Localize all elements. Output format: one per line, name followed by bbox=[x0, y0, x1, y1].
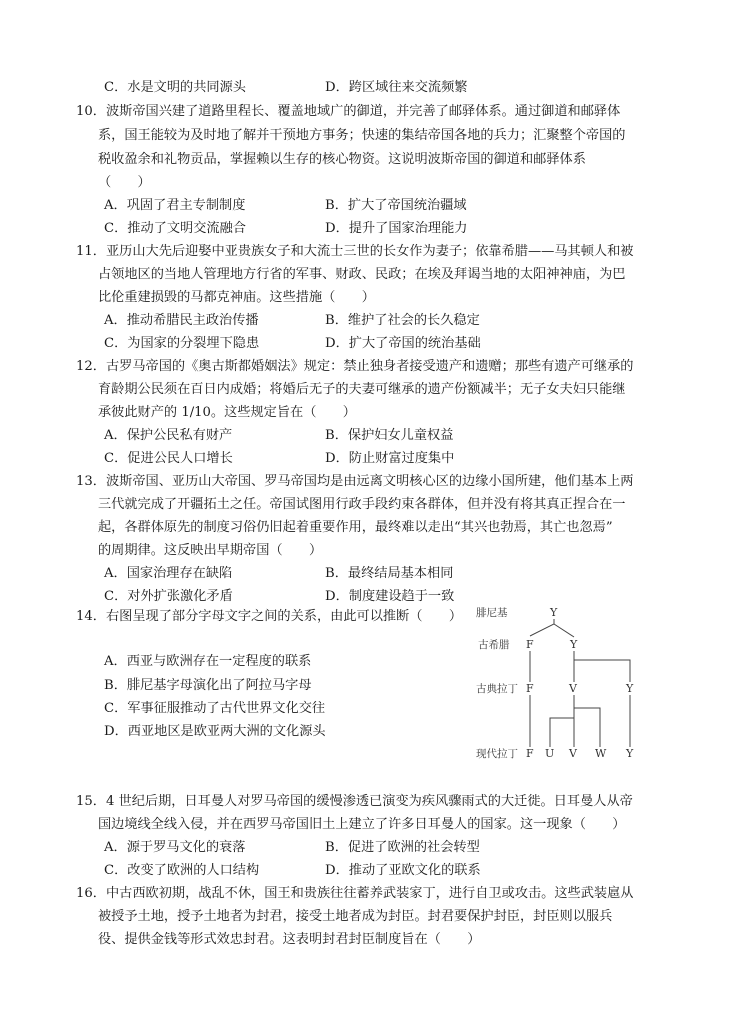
q10-stem-line-2: 系，国王能较为及时地了解并干预地方事务；快速的集结帝国各地的兵力；汇聚整个帝国的 bbox=[98, 128, 626, 143]
q13-stem-line-1: 13．波斯帝国、亚历山大帝国、罗马帝国均是由远离文明核心区的边缘小国所建，他们基本上两 bbox=[76, 474, 634, 489]
q9-option-c[interactable]: C．水是文明的共同源头 bbox=[104, 80, 246, 95]
q9-option-d[interactable]: D．跨区域往来交流频繁 bbox=[325, 80, 468, 95]
q15-option-c[interactable]: C．改变了欧洲的人口结构 bbox=[104, 863, 260, 878]
label-phoenician: 腓尼基 bbox=[476, 607, 508, 619]
letter-greek-y: Y bbox=[570, 638, 578, 651]
label-modern-latin: 现代拉丁 bbox=[476, 748, 518, 760]
letter-classical-y: Y bbox=[626, 682, 634, 695]
q15-option-d[interactable]: D．推动了亚欧文化的联系 bbox=[325, 863, 481, 878]
q14-option-d[interactable]: D．西亚地区是欧亚两大洲的文化源头 bbox=[104, 724, 326, 739]
q11-option-a[interactable]: A．推动希腊民主政治传播 bbox=[104, 313, 259, 328]
q10-option-c[interactable]: C．推动了文明交流融合 bbox=[104, 221, 246, 236]
label-classical-latin: 古典拉丁 bbox=[476, 683, 518, 695]
q10-option-b[interactable]: B．扩大了帝国统治疆域 bbox=[325, 198, 467, 213]
alphabet-relationship-figure bbox=[474, 604, 649, 762]
q10-answer-bracket: （ ） bbox=[98, 175, 151, 190]
q12-option-d[interactable]: D．防止财富过度集中 bbox=[325, 451, 455, 466]
q10-option-a[interactable]: A．巩固了君主专制制度 bbox=[104, 198, 246, 213]
label-ancient-greek: 古希腊 bbox=[478, 639, 510, 651]
q10-option-d[interactable]: D．提升了国家治理能力 bbox=[325, 221, 468, 236]
letter-modern-y: Y bbox=[626, 747, 634, 760]
letter-modern-f: F bbox=[526, 747, 534, 760]
q12-stem-line-2: 育龄期公民须在百日内成婚；将婚后无子的夫妻可继承的遗产份额减半；无子女夫妇只能继 bbox=[98, 382, 626, 397]
q11-stem-line-3: 比伦重建损毁的马都克神庙。这些措施（ ） bbox=[98, 290, 375, 305]
q13-stem-line-2: 三代就完成了开疆拓土之任。帝国试图用行政手段约束各群体，但并没有将其真正捏合在一 bbox=[98, 497, 626, 512]
q12-option-b[interactable]: B．保护妇女儿童权益 bbox=[325, 428, 454, 443]
q11-stem-line-1: 11．亚历山大先后迎娶中亚贵族女子和大流士三世的长女作为妻子；依靠希腊——马其顿人和被 bbox=[76, 244, 634, 259]
q13-stem-line-3: 起，各群体原先的制度习俗仍旧起着重要作用，最终难以走出“其兴也勃焉，其亡也忽焉” bbox=[98, 520, 613, 535]
q15-stem-line-2: 国边境线全线入侵，并在西罗马帝国旧土上建立了许多日耳曼人的国家。这一现象（ ） bbox=[98, 817, 626, 832]
q11-option-b[interactable]: B．维护了社会的长久稳定 bbox=[325, 313, 480, 328]
q14-option-c[interactable]: C．军事征服推动了古代世界文化交往 bbox=[104, 701, 326, 716]
q13-option-b[interactable]: B．最终结局基本相同 bbox=[325, 566, 454, 581]
q15-stem-line-1: 15．4 世纪后期，日耳曼人对罗马帝国的缓慢渗透已演变为疾风骤雨式的大迁徙。日耳曼人从帝 bbox=[76, 794, 633, 809]
q14-option-a[interactable]: A．西亚与欧洲存在一定程度的联系 bbox=[104, 654, 312, 669]
tree-connectors bbox=[530, 619, 630, 747]
q12-option-a[interactable]: A．保护公民私有财产 bbox=[104, 428, 233, 443]
q13-stem-line-4: 的周期律。这反映出早期帝国（ ） bbox=[98, 543, 323, 558]
q14-stem: 14．右图呈现了部分字母文字之间的关系，由此可以推断（ ） bbox=[76, 609, 463, 624]
q11-option-d[interactable]: D．扩大了帝国的统治基础 bbox=[325, 336, 481, 351]
q12-option-c[interactable]: C．促进公民人口增长 bbox=[104, 451, 233, 466]
letter-modern-w: W bbox=[595, 747, 607, 760]
q10-stem-line-1: 10．波斯帝国兴建了道路里程长、覆盖地域广的御道，并完善了邮驿体系。通过御道和邮驿体 bbox=[76, 104, 621, 119]
q15-option-a[interactable]: A．源于罗马文化的衰落 bbox=[104, 840, 246, 855]
q16-stem-line-1: 16．中古西欧初期，战乱不休，国王和贵族往往蓄养武装家丁，进行自卫或攻击。这些武装扈从 bbox=[76, 886, 634, 901]
q14-option-b[interactable]: B．腓尼基字母演化出了阿拉马字母 bbox=[104, 678, 312, 693]
q10-stem-line-3: 税收盈余和礼物贡品，掌握赖以生存的核心物资。这说明波斯帝国的御道和邮驿体系 bbox=[98, 152, 586, 167]
q13-option-c[interactable]: C．对外扩张激化矛盾 bbox=[104, 589, 233, 604]
q12-stem-line-1: 12．古罗马帝国的《奥古斯都婚姻法》规定：禁止独身者接受遗产和遗赠；那些有遗产可继承的 bbox=[76, 359, 634, 374]
q13-option-a[interactable]: A．国家治理存在缺陷 bbox=[104, 566, 233, 581]
letter-modern-v: V bbox=[569, 747, 577, 760]
q13-option-d[interactable]: D．制度建设趋于一致 bbox=[325, 589, 455, 604]
q16-stem-line-3: 役、提供金钱等形式效忠封君。这表明封君封臣制度旨在（ ） bbox=[98, 932, 481, 947]
letter-classical-f: F bbox=[526, 682, 534, 695]
q16-stem-line-2: 被授予土地，授予土地者为封君，接受土地者成为封臣。封君要保护封臣，封臣则以服兵 bbox=[98, 909, 613, 924]
q11-stem-line-2: 占领地区的当地人管理地方行省的军事、财政、民政；在埃及拜谒当地的太阳神神庙，为巴 bbox=[98, 267, 626, 282]
letter-phoenician-y: Y bbox=[550, 606, 558, 619]
letter-classical-v: V bbox=[569, 682, 577, 695]
letter-greek-f: F bbox=[526, 638, 534, 651]
letter-modern-u: U bbox=[545, 747, 555, 760]
q15-option-b[interactable]: B．促进了欧洲的社会转型 bbox=[325, 840, 480, 855]
q11-option-c[interactable]: C．为国家的分裂埋下隐患 bbox=[104, 336, 260, 351]
q12-stem-line-3: 承彼此财产的 1/10。这些规定旨在（ ） bbox=[98, 405, 356, 420]
